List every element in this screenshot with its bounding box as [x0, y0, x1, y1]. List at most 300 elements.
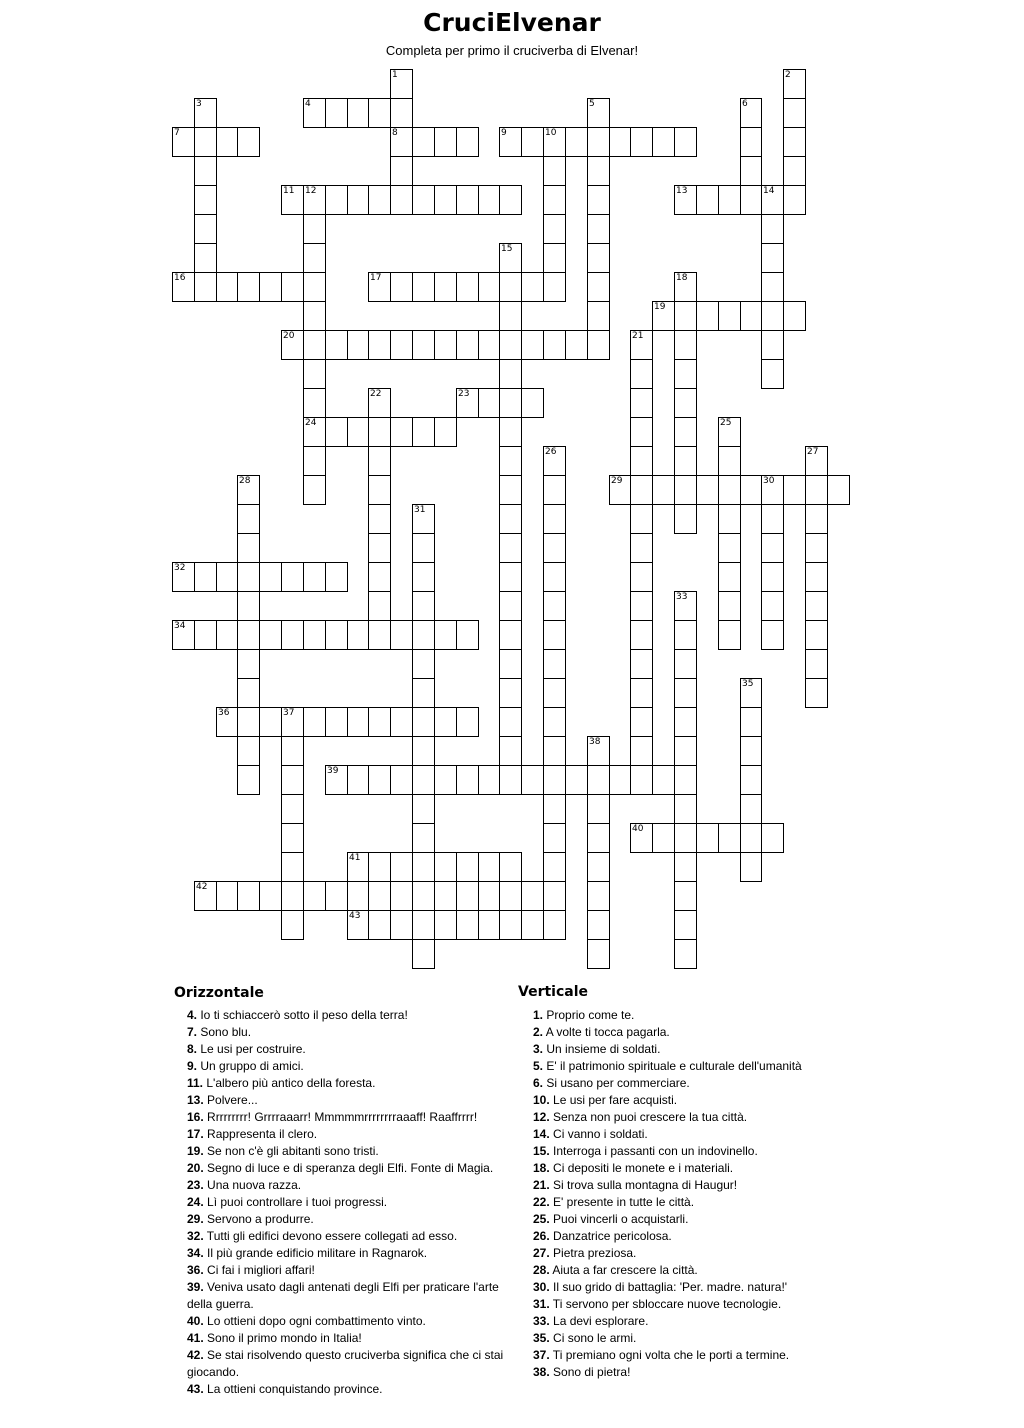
- grid-cell[interactable]: [347, 707, 369, 737]
- grid-cell[interactable]: [368, 185, 391, 215]
- grid-cell[interactable]: [740, 301, 762, 331]
- grid-cell[interactable]: [630, 475, 653, 505]
- grid-cell[interactable]: [456, 910, 479, 940]
- grid-cell[interactable]: [674, 359, 697, 389]
- grid-cell[interactable]: [303, 475, 326, 505]
- grid-cell[interactable]: [499, 475, 522, 505]
- grid-cell[interactable]: [325, 562, 348, 592]
- grid-cell[interactable]: [630, 649, 653, 679]
- grid-cell[interactable]: [325, 707, 348, 737]
- grid-cell[interactable]: [434, 272, 457, 302]
- grid-cell[interactable]: [740, 736, 762, 766]
- grid-cell[interactable]: [521, 388, 544, 418]
- grid-cell[interactable]: [368, 504, 391, 534]
- grid-cell[interactable]: [543, 707, 566, 737]
- grid-cell[interactable]: [674, 620, 697, 650]
- grid-cell[interactable]: [347, 330, 369, 360]
- grid-cell[interactable]: [325, 620, 348, 650]
- grid-cell[interactable]: [783, 185, 806, 215]
- grid-cell[interactable]: [652, 127, 675, 157]
- grid-cell[interactable]: [434, 330, 457, 360]
- grid-cell[interactable]: [499, 185, 522, 215]
- grid-cell[interactable]: [783, 98, 806, 128]
- grid-cell[interactable]: [434, 620, 457, 650]
- grid-cell[interactable]: [674, 475, 697, 505]
- grid-cell[interactable]: [674, 881, 697, 911]
- grid-cell[interactable]: [237, 504, 260, 534]
- grid-cell[interactable]: [456, 272, 479, 302]
- grid-cell[interactable]: [194, 562, 217, 592]
- grid-cell[interactable]: [456, 330, 479, 360]
- grid-cell[interactable]: [543, 823, 566, 853]
- grid-cell[interactable]: [674, 852, 697, 882]
- grid-cell[interactable]: [718, 533, 741, 563]
- grid-cell[interactable]: [543, 765, 566, 795]
- grid-cell[interactable]: [303, 446, 326, 476]
- grid-cell[interactable]: [303, 620, 326, 650]
- grid-cell[interactable]: [434, 707, 457, 737]
- grid-cell[interactable]: [499, 620, 522, 650]
- grid-cell[interactable]: [565, 765, 588, 795]
- grid-cell[interactable]: [281, 765, 304, 795]
- grid-cell[interactable]: [740, 794, 762, 824]
- grid-cell[interactable]: [412, 562, 435, 592]
- grid-cell[interactable]: [478, 330, 500, 360]
- grid-cell[interactable]: [434, 852, 457, 882]
- grid-cell[interactable]: [303, 388, 326, 418]
- grid-cell[interactable]: [390, 330, 413, 360]
- grid-cell[interactable]: [543, 678, 566, 708]
- grid-cell[interactable]: [630, 678, 653, 708]
- grid-cell[interactable]: [368, 620, 391, 650]
- grid-cell[interactable]: [718, 446, 741, 476]
- grid-cell[interactable]: [587, 823, 610, 853]
- grid-cell[interactable]: [325, 417, 348, 447]
- grid-cell[interactable]: [718, 475, 741, 505]
- grid-cell[interactable]: [412, 939, 435, 969]
- grid-cell[interactable]: [587, 939, 610, 969]
- grid-cell[interactable]: [521, 910, 544, 940]
- grid-cell[interactable]: [587, 185, 610, 215]
- grid-cell[interactable]: [805, 533, 828, 563]
- grid-cell[interactable]: [303, 881, 326, 911]
- grid-cell[interactable]: [390, 910, 413, 940]
- grid-cell[interactable]: [368, 330, 391, 360]
- grid-cell[interactable]: [281, 736, 304, 766]
- grid-cell[interactable]: [543, 214, 566, 244]
- grid-cell[interactable]: [194, 243, 217, 273]
- grid-cell[interactable]: [630, 127, 653, 157]
- grid-cell[interactable]: [456, 881, 479, 911]
- grid-cell[interactable]: [216, 562, 238, 592]
- grid-cell[interactable]: [303, 243, 326, 273]
- grid-cell[interactable]: [543, 910, 566, 940]
- grid-cell[interactable]: [412, 272, 435, 302]
- grid-cell[interactable]: [696, 301, 719, 331]
- grid-cell[interactable]: [368, 533, 391, 563]
- grid-cell[interactable]: [216, 272, 238, 302]
- grid-cell[interactable]: [412, 823, 435, 853]
- grid-cell[interactable]: [718, 504, 741, 534]
- grid-cell[interactable]: [805, 591, 828, 621]
- grid-cell[interactable]: [194, 127, 217, 157]
- grid-cell[interactable]: [259, 881, 282, 911]
- grid-cell[interactable]: [478, 388, 500, 418]
- grid-cell[interactable]: [456, 707, 479, 737]
- grid-cell[interactable]: [674, 446, 697, 476]
- grid-cell[interactable]: [368, 910, 391, 940]
- grid-cell[interactable]: [674, 649, 697, 679]
- grid-cell[interactable]: [499, 736, 522, 766]
- grid-cell[interactable]: [499, 417, 522, 447]
- grid-cell[interactable]: [805, 562, 828, 592]
- grid-cell[interactable]: [740, 475, 762, 505]
- grid-cell[interactable]: [347, 185, 369, 215]
- grid-cell[interactable]: [478, 272, 500, 302]
- grid-cell[interactable]: [630, 533, 653, 563]
- grid-cell[interactable]: [587, 272, 610, 302]
- grid-cell[interactable]: [521, 330, 544, 360]
- grid-cell[interactable]: [434, 417, 457, 447]
- grid-cell[interactable]: [325, 881, 348, 911]
- grid-cell[interactable]: [259, 620, 282, 650]
- grid-cell[interactable]: [543, 504, 566, 534]
- grid-cell[interactable]: [674, 678, 697, 708]
- grid-cell[interactable]: [652, 765, 675, 795]
- grid-cell[interactable]: [303, 301, 326, 331]
- grid-cell[interactable]: [478, 852, 500, 882]
- grid-cell[interactable]: [761, 591, 784, 621]
- grid-cell[interactable]: [434, 881, 457, 911]
- grid-cell[interactable]: [281, 823, 304, 853]
- grid-cell[interactable]: [761, 533, 784, 563]
- grid-cell[interactable]: [390, 417, 413, 447]
- grid-cell[interactable]: [587, 156, 610, 186]
- grid-cell[interactable]: [368, 446, 391, 476]
- grid-cell[interactable]: [412, 736, 435, 766]
- grid-cell[interactable]: [718, 591, 741, 621]
- grid-cell[interactable]: [390, 272, 413, 302]
- grid-cell[interactable]: [325, 185, 348, 215]
- grid-cell[interactable]: [587, 765, 610, 795]
- grid-cell[interactable]: [805, 649, 828, 679]
- grid-cell[interactable]: [412, 678, 435, 708]
- grid-cell[interactable]: [368, 591, 391, 621]
- grid-cell[interactable]: [587, 127, 610, 157]
- grid-cell[interactable]: [368, 852, 391, 882]
- grid-cell[interactable]: [412, 185, 435, 215]
- grid-cell[interactable]: [783, 301, 806, 331]
- grid-cell[interactable]: [674, 417, 697, 447]
- grid-cell[interactable]: [412, 852, 435, 882]
- grid-cell[interactable]: [783, 127, 806, 157]
- grid-cell[interactable]: [543, 852, 566, 882]
- grid-cell[interactable]: [368, 881, 391, 911]
- grid-cell[interactable]: [630, 736, 653, 766]
- grid-cell[interactable]: [456, 765, 479, 795]
- grid-cell[interactable]: [499, 910, 522, 940]
- grid-cell[interactable]: [630, 504, 653, 534]
- grid-cell[interactable]: [237, 272, 260, 302]
- grid-cell[interactable]: [368, 475, 391, 505]
- grid-cell[interactable]: [412, 881, 435, 911]
- grid-cell[interactable]: [674, 910, 697, 940]
- grid-cell[interactable]: [543, 649, 566, 679]
- grid-cell[interactable]: [412, 649, 435, 679]
- grid-cell[interactable]: [368, 98, 391, 128]
- grid-cell[interactable]: [543, 330, 566, 360]
- grid-cell[interactable]: [412, 794, 435, 824]
- grid-cell[interactable]: [783, 475, 806, 505]
- grid-cell[interactable]: [718, 301, 741, 331]
- grid-cell[interactable]: [761, 823, 784, 853]
- grid-cell[interactable]: [761, 243, 784, 273]
- grid-cell[interactable]: [237, 591, 260, 621]
- grid-cell[interactable]: [543, 475, 566, 505]
- grid-cell[interactable]: [630, 417, 653, 447]
- grid-cell[interactable]: [718, 185, 741, 215]
- grid-cell[interactable]: [499, 562, 522, 592]
- grid-cell[interactable]: [630, 765, 653, 795]
- grid-cell[interactable]: [237, 562, 260, 592]
- grid-cell[interactable]: [237, 765, 260, 795]
- grid-cell[interactable]: [543, 620, 566, 650]
- grid-cell[interactable]: [216, 127, 238, 157]
- grid-cell[interactable]: [587, 214, 610, 244]
- grid-cell[interactable]: [456, 852, 479, 882]
- grid-cell[interactable]: [368, 765, 391, 795]
- grid-cell[interactable]: [347, 765, 369, 795]
- grid-cell[interactable]: [543, 272, 566, 302]
- grid-cell[interactable]: [412, 620, 435, 650]
- grid-cell[interactable]: [216, 881, 238, 911]
- grid-cell[interactable]: [237, 881, 260, 911]
- grid-cell[interactable]: [390, 852, 413, 882]
- grid-cell[interactable]: [412, 591, 435, 621]
- grid-cell[interactable]: [499, 533, 522, 563]
- grid-cell[interactable]: [565, 127, 588, 157]
- grid-cell[interactable]: [630, 388, 653, 418]
- grid-cell[interactable]: [281, 794, 304, 824]
- grid-cell[interactable]: [805, 504, 828, 534]
- grid-cell[interactable]: [499, 359, 522, 389]
- grid-cell[interactable]: [674, 736, 697, 766]
- grid-cell[interactable]: [630, 707, 653, 737]
- grid-cell[interactable]: [281, 562, 304, 592]
- grid-cell[interactable]: [740, 185, 762, 215]
- grid-cell[interactable]: [630, 359, 653, 389]
- grid-cell[interactable]: [303, 359, 326, 389]
- grid-cell[interactable]: [499, 678, 522, 708]
- grid-cell[interactable]: [674, 301, 697, 331]
- grid-cell[interactable]: [237, 649, 260, 679]
- grid-cell[interactable]: [674, 939, 697, 969]
- grid-cell[interactable]: [347, 417, 369, 447]
- grid-cell[interactable]: [630, 562, 653, 592]
- grid-cell[interactable]: [194, 272, 217, 302]
- grid-cell[interactable]: [521, 765, 544, 795]
- grid-cell[interactable]: [499, 330, 522, 360]
- grid-cell[interactable]: [390, 156, 413, 186]
- grid-cell[interactable]: [543, 591, 566, 621]
- grid-cell[interactable]: [805, 620, 828, 650]
- grid-cell[interactable]: [740, 707, 762, 737]
- grid-cell[interactable]: [237, 533, 260, 563]
- grid-cell[interactable]: [347, 881, 369, 911]
- grid-cell[interactable]: [543, 562, 566, 592]
- grid-cell[interactable]: [543, 881, 566, 911]
- grid-cell[interactable]: [390, 98, 413, 128]
- grid-cell[interactable]: [347, 620, 369, 650]
- grid-cell[interactable]: [718, 562, 741, 592]
- grid-cell[interactable]: [761, 272, 784, 302]
- grid-cell[interactable]: [368, 562, 391, 592]
- grid-cell[interactable]: [368, 707, 391, 737]
- grid-cell[interactable]: [237, 707, 260, 737]
- grid-cell[interactable]: [194, 620, 217, 650]
- grid-cell[interactable]: [718, 620, 741, 650]
- grid-cell[interactable]: [303, 562, 326, 592]
- grid-cell[interactable]: [237, 620, 260, 650]
- grid-cell[interactable]: [630, 446, 653, 476]
- grid-cell[interactable]: [587, 881, 610, 911]
- grid-cell[interactable]: [740, 156, 762, 186]
- grid-cell[interactable]: [478, 765, 500, 795]
- grid-cell[interactable]: [761, 330, 784, 360]
- grid-cell[interactable]: [368, 417, 391, 447]
- grid-cell[interactable]: [587, 852, 610, 882]
- grid-cell[interactable]: [761, 301, 784, 331]
- grid-cell[interactable]: [565, 330, 588, 360]
- grid-cell[interactable]: [827, 475, 850, 505]
- grid-cell[interactable]: [587, 301, 610, 331]
- grid-cell[interactable]: [521, 127, 544, 157]
- grid-cell[interactable]: [630, 620, 653, 650]
- grid-cell[interactable]: [674, 765, 697, 795]
- grid-cell[interactable]: [434, 127, 457, 157]
- grid-cell[interactable]: [630, 591, 653, 621]
- grid-cell[interactable]: [259, 562, 282, 592]
- grid-cell[interactable]: [718, 823, 741, 853]
- grid-cell[interactable]: [237, 678, 260, 708]
- grid-cell[interactable]: [674, 707, 697, 737]
- grid-cell[interactable]: [216, 620, 238, 650]
- grid-cell[interactable]: [478, 185, 500, 215]
- grid-cell[interactable]: [434, 910, 457, 940]
- grid-cell[interactable]: [674, 127, 697, 157]
- grid-cell[interactable]: [499, 707, 522, 737]
- grid-cell[interactable]: [499, 301, 522, 331]
- grid-cell[interactable]: [281, 620, 304, 650]
- grid-cell[interactable]: [674, 823, 697, 853]
- grid-cell[interactable]: [740, 823, 762, 853]
- grid-cell[interactable]: [499, 881, 522, 911]
- grid-cell[interactable]: [609, 765, 631, 795]
- grid-cell[interactable]: [761, 359, 784, 389]
- grid-cell[interactable]: [761, 562, 784, 592]
- grid-cell[interactable]: [499, 649, 522, 679]
- grid-cell[interactable]: [390, 185, 413, 215]
- grid-cell[interactable]: [783, 156, 806, 186]
- grid-cell[interactable]: [587, 330, 610, 360]
- grid-cell[interactable]: [434, 765, 457, 795]
- grid-cell[interactable]: [761, 620, 784, 650]
- grid-cell[interactable]: [412, 765, 435, 795]
- grid-cell[interactable]: [543, 243, 566, 273]
- grid-cell[interactable]: [740, 765, 762, 795]
- grid-cell[interactable]: [303, 214, 326, 244]
- grid-cell[interactable]: [543, 533, 566, 563]
- grid-cell[interactable]: [325, 98, 348, 128]
- grid-cell[interactable]: [412, 417, 435, 447]
- grid-cell[interactable]: [674, 330, 697, 360]
- grid-cell[interactable]: [805, 475, 828, 505]
- grid-cell[interactable]: [325, 330, 348, 360]
- grid-cell[interactable]: [543, 794, 566, 824]
- grid-cell[interactable]: [521, 881, 544, 911]
- grid-cell[interactable]: [259, 272, 282, 302]
- grid-cell[interactable]: [412, 707, 435, 737]
- grid-cell[interactable]: [696, 823, 719, 853]
- grid-cell[interactable]: [478, 881, 500, 911]
- grid-cell[interactable]: [652, 475, 675, 505]
- grid-cell[interactable]: [412, 330, 435, 360]
- grid-cell[interactable]: [303, 330, 326, 360]
- grid-cell[interactable]: [303, 272, 326, 302]
- grid-cell[interactable]: [761, 214, 784, 244]
- grid-cell[interactable]: [237, 736, 260, 766]
- grid-cell[interactable]: [652, 823, 675, 853]
- grid-cell[interactable]: [674, 504, 697, 534]
- grid-cell[interactable]: [478, 910, 500, 940]
- grid-cell[interactable]: [259, 707, 282, 737]
- grid-cell[interactable]: [390, 707, 413, 737]
- grid-cell[interactable]: [696, 185, 719, 215]
- grid-cell[interactable]: [587, 794, 610, 824]
- grid-cell[interactable]: [456, 620, 479, 650]
- grid-cell[interactable]: [499, 852, 522, 882]
- grid-cell[interactable]: [696, 475, 719, 505]
- grid-cell[interactable]: [456, 127, 479, 157]
- grid-cell[interactable]: [194, 214, 217, 244]
- grid-cell[interactable]: [521, 272, 544, 302]
- grid-cell[interactable]: [281, 272, 304, 302]
- grid-cell[interactable]: [303, 707, 326, 737]
- grid-cell[interactable]: [499, 388, 522, 418]
- grid-cell[interactable]: [237, 127, 260, 157]
- grid-cell[interactable]: [390, 765, 413, 795]
- grid-cell[interactable]: [499, 504, 522, 534]
- grid-cell[interactable]: [499, 272, 522, 302]
- grid-cell[interactable]: [543, 736, 566, 766]
- grid-cell[interactable]: [543, 156, 566, 186]
- grid-cell[interactable]: [456, 185, 479, 215]
- grid-cell[interactable]: [740, 127, 762, 157]
- grid-cell[interactable]: [740, 852, 762, 882]
- grid-cell[interactable]: [390, 620, 413, 650]
- grid-cell[interactable]: [412, 127, 435, 157]
- grid-cell[interactable]: [587, 243, 610, 273]
- grid-cell[interactable]: [674, 794, 697, 824]
- grid-cell[interactable]: [194, 185, 217, 215]
- grid-cell[interactable]: [281, 881, 304, 911]
- grid-cell[interactable]: [674, 388, 697, 418]
- grid-cell[interactable]: [281, 910, 304, 940]
- grid-cell[interactable]: [281, 852, 304, 882]
- grid-cell[interactable]: [761, 504, 784, 534]
- grid-cell[interactable]: [587, 910, 610, 940]
- grid-cell[interactable]: [543, 185, 566, 215]
